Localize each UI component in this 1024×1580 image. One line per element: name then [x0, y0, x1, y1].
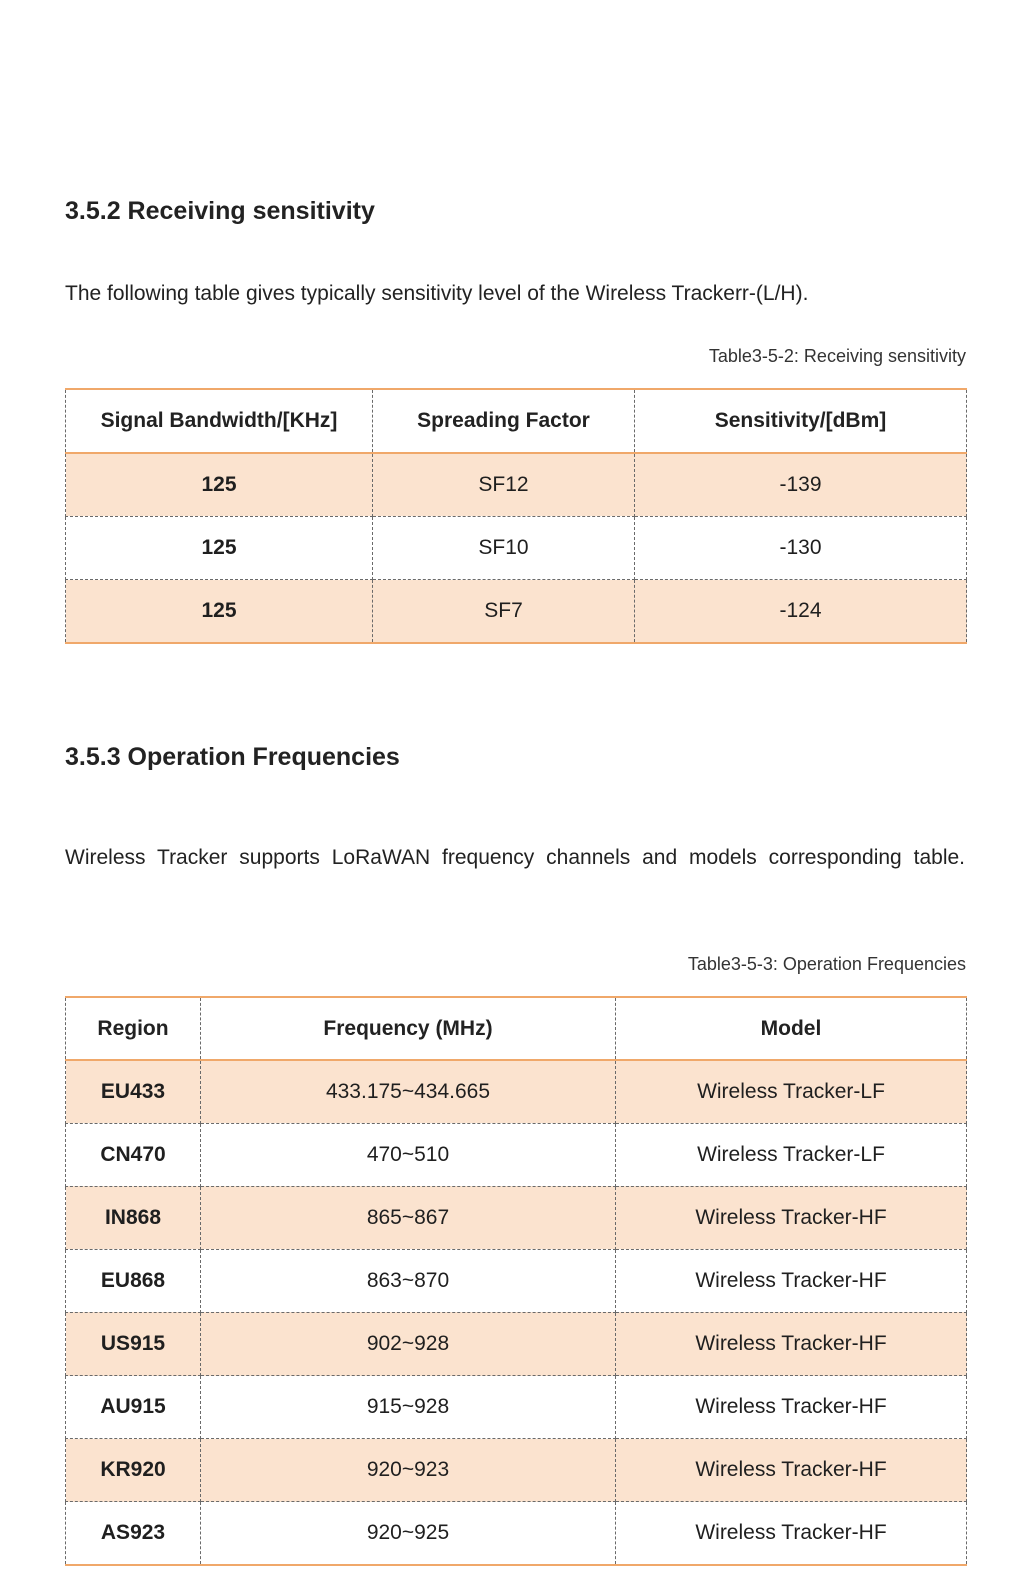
receiving-sensitivity-table	[65, 388, 967, 644]
table-header-row	[66, 997, 967, 1060]
section-paragraph-receiving-sensitivity: The following table gives typically sensitivity level of the Wireless Trackerr-(L/H).	[65, 282, 809, 305]
column-header-frequency: Frequency (MHz)	[201, 997, 616, 1060]
region-cell: EU433	[66, 1060, 201, 1123]
frequency-cell: 920~923	[201, 1439, 616, 1502]
table-header-row	[66, 389, 967, 453]
table-caption-receiving-sensitivity: Table3-5-2: Receiving sensitivity	[708, 346, 966, 366]
table-row	[66, 1502, 967, 1565]
column-header-spreading-factor: Spreading Factor	[373, 389, 635, 453]
frequency-cell: 902~928	[201, 1312, 616, 1375]
section-heading-receiving-sensitivity: 3.5.2 Receiving sensitivity	[65, 197, 375, 225]
frequency-cell: 863~870	[201, 1249, 616, 1312]
frequency-cell: 470~510	[201, 1123, 616, 1186]
column-header-signal-bandwidth: Signal Bandwidth/[KHz]	[66, 389, 373, 453]
column-header-sensitivity: Sensitivity/[dBm]	[635, 389, 967, 453]
model-cell: Wireless Tracker-HF	[616, 1186, 967, 1249]
spreading-factor-cell: SF10	[373, 516, 635, 580]
bandwidth-cell: 125	[66, 453, 373, 517]
table-row	[66, 1123, 967, 1186]
frequency-cell: 915~928	[201, 1376, 616, 1439]
column-header-model: Model	[616, 997, 967, 1060]
section-heading-operation-frequencies: 3.5.3 Operation Frequencies	[65, 743, 400, 771]
table-row	[66, 1060, 967, 1123]
bandwidth-cell: 125	[66, 580, 373, 644]
table-row	[66, 580, 967, 644]
table-row	[66, 516, 967, 580]
frequency-cell: 865~867	[201, 1186, 616, 1249]
operation-frequencies-table	[65, 996, 967, 1566]
table-row	[66, 1439, 967, 1502]
sensitivity-cell: -139	[635, 453, 967, 517]
region-cell: AU915	[66, 1376, 201, 1439]
table-row	[66, 453, 967, 517]
model-cell: Wireless Tracker-LF	[616, 1060, 967, 1123]
sensitivity-cell: -124	[635, 580, 967, 644]
spreading-factor-cell: SF7	[373, 580, 635, 644]
sensitivity-cell: -130	[635, 516, 967, 580]
bandwidth-cell: 125	[66, 516, 373, 580]
table-row	[66, 1249, 967, 1312]
model-cell: Wireless Tracker-HF	[616, 1312, 967, 1375]
table-row	[66, 1376, 967, 1439]
table-caption-operation-frequencies: Table3-5-3: Operation Frequencies	[687, 954, 966, 974]
model-cell: Wireless Tracker-LF	[616, 1123, 967, 1186]
table-row	[66, 1186, 967, 1249]
model-cell: Wireless Tracker-HF	[616, 1502, 967, 1565]
spreading-factor-cell: SF12	[373, 453, 635, 517]
table-row	[66, 1312, 967, 1375]
frequency-cell: 433.175~434.665	[201, 1060, 616, 1123]
region-cell: EU868	[66, 1249, 201, 1312]
region-cell: AS923	[66, 1502, 201, 1565]
region-cell: IN868	[66, 1186, 201, 1249]
region-cell: US915	[66, 1312, 201, 1375]
region-cell: KR920	[66, 1439, 201, 1502]
model-cell: Wireless Tracker-HF	[616, 1249, 967, 1312]
model-cell: Wireless Tracker-HF	[616, 1439, 967, 1502]
region-cell: CN470	[66, 1123, 201, 1186]
frequency-cell: 920~925	[201, 1502, 616, 1565]
model-cell: Wireless Tracker-HF	[616, 1376, 967, 1439]
column-header-region: Region	[66, 997, 201, 1060]
section-paragraph-operation-frequencies: Wireless Tracker supports LoRaWAN frequency channels and models corresponding table.	[65, 846, 965, 869]
